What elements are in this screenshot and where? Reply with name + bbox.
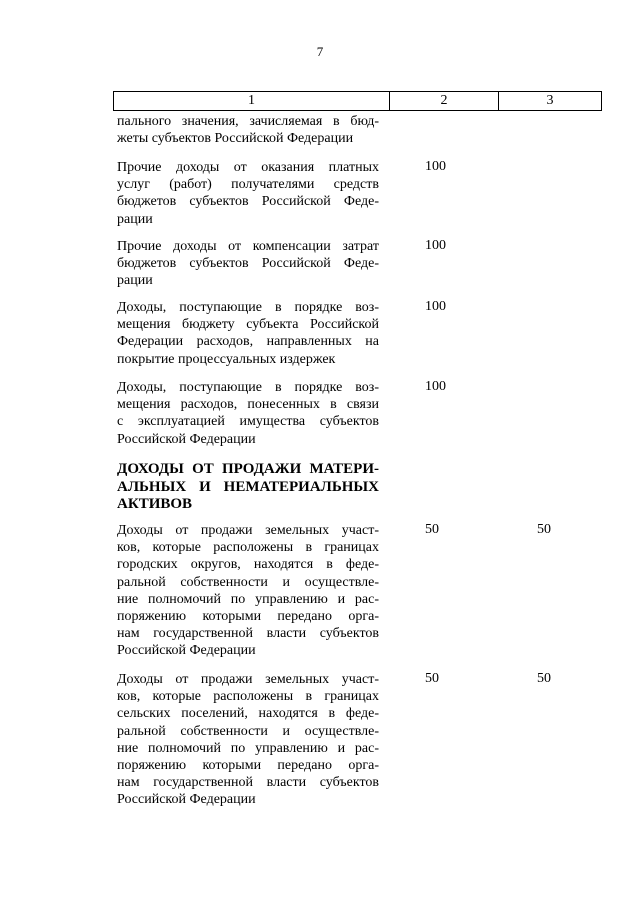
description-line: с эксплуатацией имущества субъектов xyxy=(117,414,379,430)
description-line: бюджетов субъектов Российской Феде- xyxy=(117,256,379,272)
description-line: нам государственной власти субъектов xyxy=(117,775,379,791)
row-value-col2: 50 xyxy=(425,522,439,537)
description-line: услуг (работ) получателями средств xyxy=(117,177,379,193)
row-description xyxy=(117,159,379,228)
row-description xyxy=(117,522,379,660)
description-line: мещения расходов, понесенных в связи xyxy=(117,397,379,413)
description-line: ральной собственности и осуществле- xyxy=(117,574,379,590)
column-header-1: 1 xyxy=(114,92,390,110)
description-line: Прочие доходы от оказания платных xyxy=(117,160,379,175)
description-line: рации xyxy=(117,273,153,289)
row-value-col2: 100 xyxy=(425,159,446,174)
column-header-3: 3 xyxy=(546,93,554,108)
description-line: Российской Федерации xyxy=(117,792,256,808)
heading-line: ДОХОДЫ ОТ ПРОДАЖИ МАТЕРИ- xyxy=(117,461,379,477)
description-line: ральной собственности и осуществле- xyxy=(117,723,379,739)
description-line: Доходы от продажи земельных участ- xyxy=(117,672,379,687)
description-line: нам государственной власти субъектов xyxy=(117,626,379,642)
description-line: поряжению которыми передано орга- xyxy=(117,758,379,774)
description-line: жеты субъектов Российской Федерации xyxy=(117,131,354,147)
description-line: Прочие доходы от компенсации затрат xyxy=(117,239,379,254)
description-line: Российской Федерации xyxy=(117,643,256,659)
description-line: бюджетов субъектов Российской Феде- xyxy=(117,194,379,210)
row-value-col3: 50 xyxy=(537,522,551,537)
description-line: городских округов, находятся в феде- xyxy=(117,557,379,573)
heading-line: АЛЬНЫХ И НЕМАТЕРИАЛЬНЫХ xyxy=(117,478,379,495)
description-line: Федерации расходов, направленных на xyxy=(117,334,379,350)
description-line: мещения бюджету субъекта Российской xyxy=(117,317,379,333)
column-header-2: 2 xyxy=(390,92,499,110)
description-line: сельских поселений, находятся в феде- xyxy=(117,706,379,722)
description-line: ние полномочий по управлению и рас- xyxy=(117,591,379,607)
row-value-col3: 50 xyxy=(537,671,551,686)
row-value-col2: 50 xyxy=(425,671,439,686)
section-heading xyxy=(117,461,379,514)
row-description xyxy=(117,671,379,809)
description-line: Доходы, поступающие в порядке воз- xyxy=(117,380,379,395)
description-line: поряжению которыми передано орга- xyxy=(117,609,379,625)
row-description xyxy=(117,379,379,448)
row-value-col2: 100 xyxy=(425,379,446,394)
description-line: Доходы от продажи земельных участ- xyxy=(117,523,379,538)
description-line: Доходы, поступающие в порядке воз- xyxy=(117,300,379,315)
description-line: рации xyxy=(117,211,153,227)
heading-line: АКТИВОВ xyxy=(117,496,193,512)
row-description xyxy=(117,238,379,290)
row-description xyxy=(117,299,379,368)
row-value-col2: 100 xyxy=(425,299,446,314)
description-line: покрытие процессуальных издержек xyxy=(117,351,336,367)
row-value-col2: 100 xyxy=(425,238,446,253)
row-description xyxy=(117,113,379,147)
description-line: Российской Федерации xyxy=(117,431,256,447)
table-header xyxy=(113,91,602,111)
description-line: ков, которые расположены в границах xyxy=(117,540,379,556)
description-line: пального значения, зачисляемая в бюд- xyxy=(117,114,379,129)
description-line: ние полномочий по управлению и рас- xyxy=(117,740,379,756)
page-number: 7 xyxy=(316,44,324,59)
description-line: ков, которые расположены в границах xyxy=(117,689,379,705)
